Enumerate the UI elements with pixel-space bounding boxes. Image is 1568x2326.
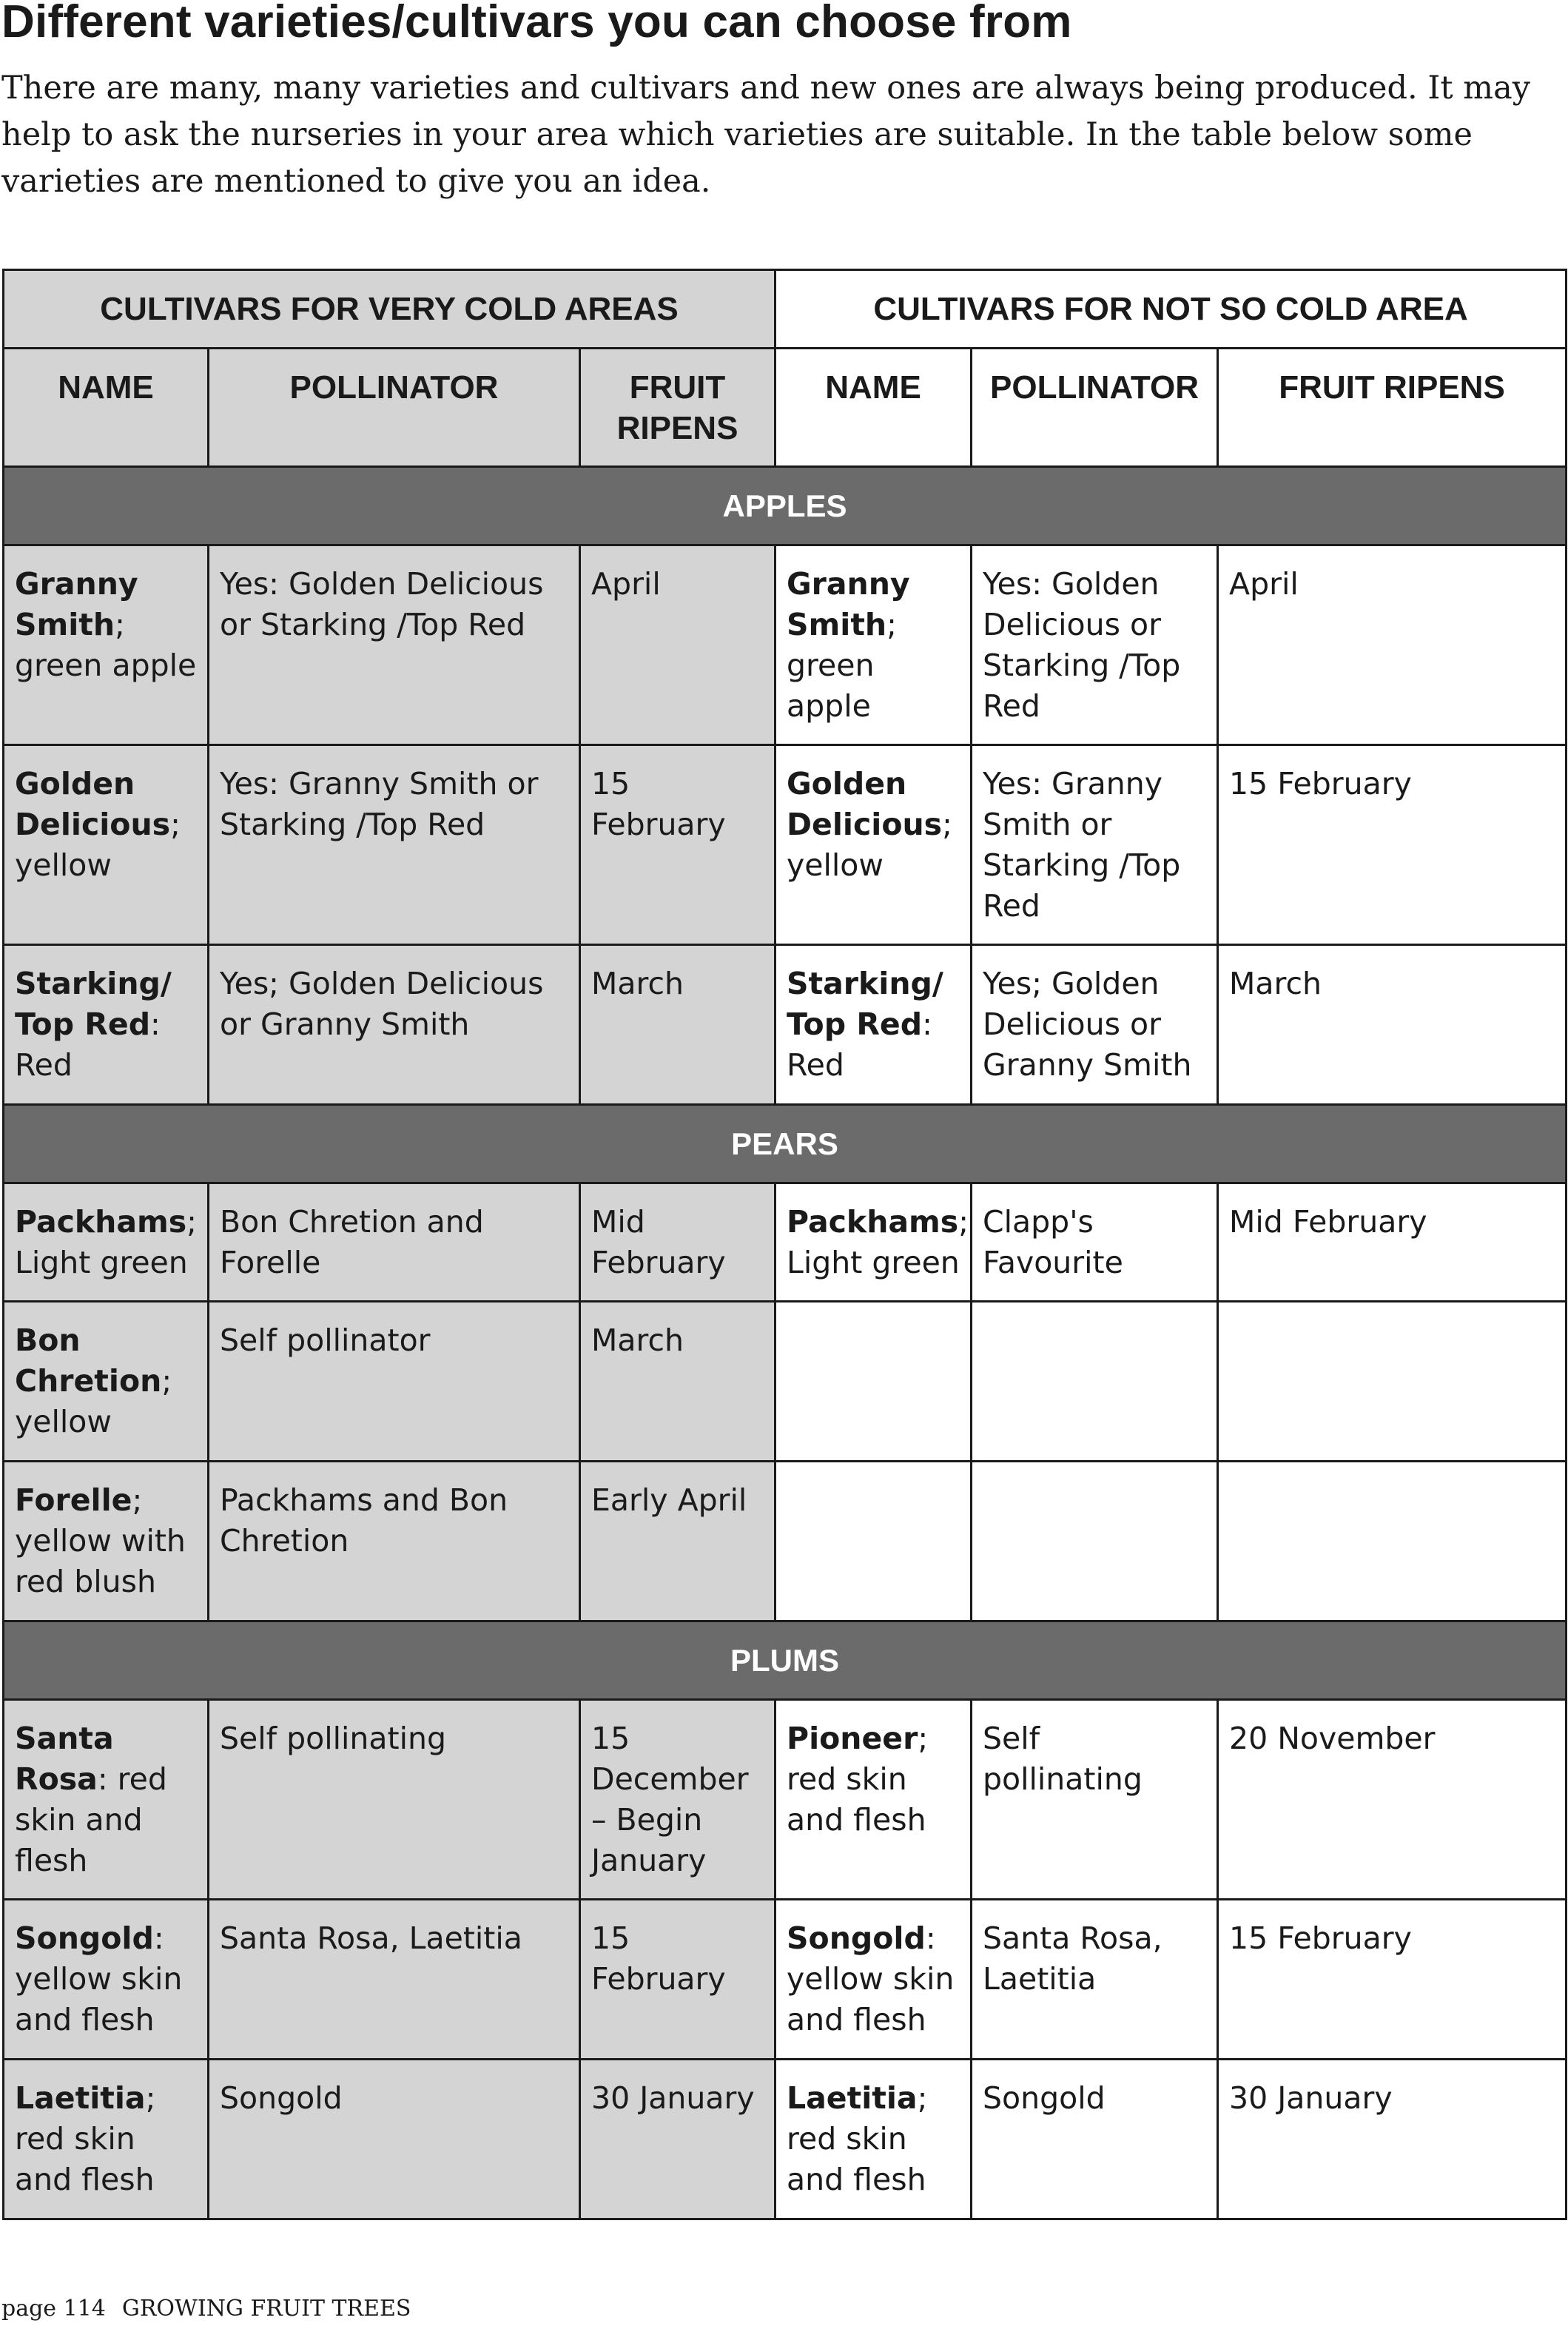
cultivar-name-cell	[4, 1700, 209, 1900]
fruit-ripens-cell: Early April	[580, 1462, 775, 1621]
cultivar-description: yellow skin and flesh	[15, 1961, 183, 2037]
cultivar-name: Laetitia	[787, 2080, 918, 2116]
cultivar-separator: ;	[186, 1204, 197, 1240]
cultivar-name: Starking/ Top Red	[15, 966, 172, 1042]
section-row	[4, 1105, 1567, 1183]
cultivar-separator: :	[150, 1006, 161, 1042]
table-row	[4, 1700, 1567, 1900]
cultivar-name: Bon Chretion	[15, 1322, 162, 1399]
pollinator-cell: Yes; Golden Delicious or Granny Smith	[972, 945, 1218, 1105]
cultivar-name: Packhams	[15, 1204, 187, 1240]
cultivar-separator: ;	[918, 1721, 929, 1756]
cultivar-description: yellow	[15, 1404, 112, 1439]
cultivar-separator: ;	[170, 807, 181, 842]
fruit-ripens-cell: Mid February	[580, 1183, 775, 1302]
pollinator-cell: Bon Chretion and Forelle	[209, 1183, 580, 1302]
column-header-name: NAME	[775, 349, 972, 467]
cultivar-name: Granny Smith	[787, 566, 910, 642]
pollinator-cell: Songold	[972, 2060, 1218, 2219]
cultivar-separator: ;	[917, 2080, 928, 2116]
cultivar-name-cell	[775, 1900, 972, 2060]
cultivar-description: red skin and flesh	[787, 1761, 926, 1838]
table-row	[4, 2060, 1567, 2219]
page-number: page 114	[1, 2296, 106, 2322]
pollinator-cell: Santa Rosa, Laetitia	[972, 1900, 1218, 2060]
fruit-ripens-cell: 15 December – Begin January	[580, 1700, 775, 1900]
cultivar-description: Red	[15, 1047, 73, 1083]
cultivar-description: Red	[787, 1047, 844, 1083]
cultivar-separator: :	[922, 1006, 932, 1042]
cultivar-description: yellow	[15, 847, 112, 883]
cultivar-name-cell	[775, 1302, 972, 1462]
pollinator-cell: Self pollinating	[209, 1700, 580, 1900]
pollinator-cell: Songold	[209, 2060, 580, 2219]
cultivar-description: yellow	[787, 847, 884, 883]
cultivar-description: green apple	[15, 648, 197, 683]
cultivar-separator: ;	[958, 1204, 969, 1240]
cultivar-separator: ;	[132, 1482, 143, 1518]
table-row	[4, 945, 1567, 1105]
fruit-ripens-cell: Mid February	[1218, 1183, 1567, 1302]
cultivar-name: Golden Delicious	[15, 766, 171, 842]
pollinator-cell: Clapp's Favourite	[972, 1183, 1218, 1302]
cultivar-description: red skin and flesh	[15, 1761, 167, 1878]
intro-paragraph: There are many, many varieties and cultivars and new ones are always being produced. It may help to ask the nurseries in your area which varieties are suitable. In the table below some varieties are mentioned to give you an idea.	[1, 70, 1530, 200]
cultivar-separator: :	[153, 1920, 164, 1956]
cultivar-name: Pioneer	[787, 1721, 918, 1756]
cultivar-name-cell	[4, 2060, 209, 2219]
section-row	[4, 467, 1567, 545]
cultivar-name-cell	[775, 1700, 972, 1900]
pollinator-cell: Yes; Golden Delicious or Granny Smith	[209, 945, 580, 1105]
table-row	[4, 1900, 1567, 2060]
column-header-name: NAME	[4, 349, 209, 467]
pollinator-cell: Yes: Granny Smith or Starking /Top Red	[972, 745, 1218, 945]
table-row	[4, 545, 1567, 745]
group-header-not-so-cold: CULTIVARS FOR NOT SO COLD AREA	[775, 270, 1567, 349]
cultivar-name-cell	[4, 1183, 209, 1302]
cultivar-name-cell	[4, 1462, 209, 1621]
cultivar-name-cell	[4, 745, 209, 945]
pollinator-cell	[972, 1302, 1218, 1462]
cultivar-separator: :	[97, 1761, 108, 1797]
section-header-apples: APPLES	[4, 467, 1567, 545]
cultivar-description: Light green	[787, 1245, 960, 1280]
cultivar-description: red skin and flesh	[15, 2121, 155, 2197]
cultivar-name-cell	[775, 945, 972, 1105]
fruit-ripens-cell: April	[580, 545, 775, 745]
column-header-fruit-ripens: FRUIT RIPENS	[1218, 349, 1567, 467]
cultivar-separator: ;	[942, 807, 952, 842]
table-row	[4, 1302, 1567, 1462]
fruit-ripens-cell: 15 February	[580, 745, 775, 945]
cultivar-name-cell	[4, 545, 209, 745]
cultivar-name: Forelle	[15, 1482, 132, 1518]
fruit-ripens-cell	[1218, 1302, 1567, 1462]
cultivar-name-cell	[775, 1462, 972, 1621]
cultivar-name: Songold	[787, 1920, 926, 1956]
fruit-ripens-cell: March	[580, 1302, 775, 1462]
cultivar-description: yellow with red blush	[15, 1523, 186, 1599]
cultivar-name-cell	[775, 1183, 972, 1302]
cultivar-separator: ;	[145, 2080, 156, 2116]
book-title: GROWING FRUIT TREES	[121, 2296, 411, 2322]
cultivar-description: red skin and flesh	[787, 2121, 926, 2197]
column-header-pollinator: POLLINATOR	[209, 349, 580, 467]
pollinator-cell: Self pollinating	[972, 1700, 1218, 1900]
pollinator-cell: Santa Rosa, Laetitia	[209, 1900, 580, 2060]
cultivar-name: Packhams	[787, 1204, 959, 1240]
table-row	[4, 1183, 1567, 1302]
page-footer	[1, 2296, 411, 2322]
cultivar-separator: ;	[115, 607, 125, 642]
fruit-ripens-cell: March	[1218, 945, 1567, 1105]
cultivar-name: Santa Rosa	[15, 1721, 114, 1797]
cultivar-description: green apple	[787, 648, 875, 724]
page-title: Different varieties/cultivars you can choose from	[1, 0, 1072, 47]
fruit-ripens-cell: 30 January	[1218, 2060, 1567, 2219]
section-header-pears: PEARS	[4, 1105, 1567, 1183]
pollinator-cell: Yes: Granny Smith or Starking /Top Red	[209, 745, 580, 945]
fruit-ripens-cell: 15 February	[580, 1900, 775, 2060]
pollinator-cell: Yes: Golden Delicious or Starking /Top Red	[972, 545, 1218, 745]
cultivar-name-cell	[775, 745, 972, 945]
cultivar-description: yellow skin and flesh	[787, 1961, 955, 2037]
cultivar-name-cell	[4, 1302, 209, 1462]
pollinator-cell: Yes: Golden Delicious or Starking /Top Red	[209, 545, 580, 745]
pollinator-cell	[972, 1462, 1218, 1621]
cultivar-name-cell	[4, 945, 209, 1105]
column-header-pollinator: POLLINATOR	[972, 349, 1218, 467]
cultivar-name: Songold	[15, 1920, 154, 1956]
pollinator-cell: Packhams and Bon Chretion	[209, 1462, 580, 1621]
fruit-ripens-cell: 20 November	[1218, 1700, 1567, 1900]
cultivar-separator: ;	[161, 1363, 172, 1399]
fruit-ripens-cell: March	[580, 945, 775, 1105]
section-header-plums: PLUMS	[4, 1621, 1567, 1700]
cultivar-name-cell	[4, 1900, 209, 2060]
cultivar-separator: ;	[886, 607, 897, 642]
table-row	[4, 1462, 1567, 1621]
cultivars-table	[2, 269, 1567, 2220]
fruit-ripens-cell	[1218, 1462, 1567, 1621]
cultivar-separator: :	[925, 1920, 936, 1956]
cultivar-name: Golden Delicious	[787, 766, 943, 842]
column-header-fruit-ripens: FRUIT RIPENS	[580, 349, 775, 467]
table-row	[4, 745, 1567, 945]
fruit-ripens-cell: 15 February	[1218, 1900, 1567, 2060]
section-row	[4, 1621, 1567, 1700]
pollinator-cell: Self pollinator	[209, 1302, 580, 1462]
cultivar-name: Granny Smith	[15, 566, 138, 642]
fruit-ripens-cell: 30 January	[580, 2060, 775, 2219]
cultivar-name-cell	[775, 545, 972, 745]
cultivar-name: Starking/ Top Red	[787, 966, 943, 1042]
table-body	[4, 467, 1567, 2219]
group-header-very-cold: CULTIVARS FOR VERY COLD AREAS	[4, 270, 775, 349]
fruit-ripens-cell: 15 February	[1218, 745, 1567, 945]
cultivar-name-cell	[775, 2060, 972, 2219]
cultivar-name: Laetitia	[15, 2080, 146, 2116]
cultivar-description: Light green	[15, 1245, 188, 1280]
fruit-ripens-cell: April	[1218, 545, 1567, 745]
